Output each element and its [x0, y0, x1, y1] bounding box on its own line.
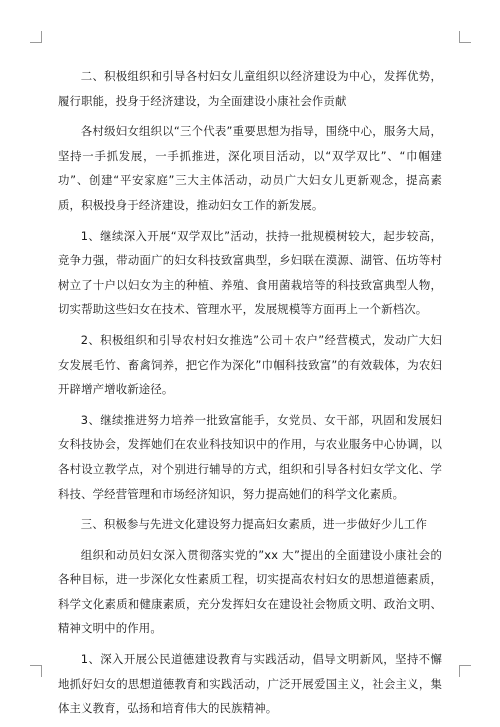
crop-mark-bottom-right: [459, 665, 471, 677]
body-paragraph: 各村级妇女组织以“三个代表”重要思想为指导，围绕中心，服务大局，坚持一手抓发展，一手抓推进，深化项目活动，以“双学双比”、“巾帼建功”、创建“平安家庭”三大主体活动，动员广大妇女儿更新观念，提高素质，积极投身于经济建设，推动妇女工作的新发展。: [58, 124, 442, 212]
list-item-1: 1、深入开展公民道德建设教育与实践活动，倡导文明新风，坚持不懈地抓好妇女的思想道德教育和实践活动，广泛开展爱国主义，社会主义，集体主义教育，弘扬和培育伟大的民族精神。: [58, 652, 442, 716]
list-item-1: 1、继续深入开展“双学双比”活动，扶持一批规模树较大，起步较高，竞争力强，带动面广的妇女科技致富典型，乡妇联在漠源、湖管、伍坊等村树立了十户以妇女为主的种植、养殖、食用菌栽培等的科技致富典型人物，切实帮助这些妇女在技术、管理水平，发展规模等方面再上一个新档次。: [58, 228, 442, 317]
document-body: [58, 64, 442, 727]
list-item-2: 2、积极组织和引导农村妇女推选”公司＋农户”经营模式，发动广大妇女发展毛竹、畜禽饲养，把它作为深化”巾帼科技致富”的有效载体，为农妇开辟增产增收新途径。: [58, 332, 442, 397]
crop-mark-top-left: [30, 31, 42, 43]
crop-mark-top-right: [459, 31, 471, 43]
section-heading-two: 二、积极组织和引导各村妇女儿童组织以经济建设为中心，发挥优势，履行职能，投身于经济建设，为全面建设小康社会作贡献: [58, 69, 442, 108]
list-item-3: 3、继续推进努力培养一批致富能手，女党员、女干部，巩固和发展妇女科技协会，发挥她们在农业科技知识中的作用，与农业服务中心协调，以各村设立教学点，对个别进行辅导的方式，组织和引导各村妇女学文化、学科技、学经营管理和市场经济知识，努力提高她们的科学文化素质。: [58, 412, 442, 501]
crop-mark-bottom-left: [30, 665, 42, 677]
section-heading-three: 三、积极参与先进文化建设努力提高妇女素质，进一步做好少儿工作: [80, 517, 428, 532]
body-paragraph: 组织和动员妇女深入贯彻落实党的”xx 大”提出的全面建设小康社会的各种目标，进一步深化女性素质工程，切实提高农村妇女的思想道德素质，科学文化素质和健康素质，充分发挥妇女在建设社会物质文明、政治文明、精神文明中的作用。: [58, 547, 442, 636]
